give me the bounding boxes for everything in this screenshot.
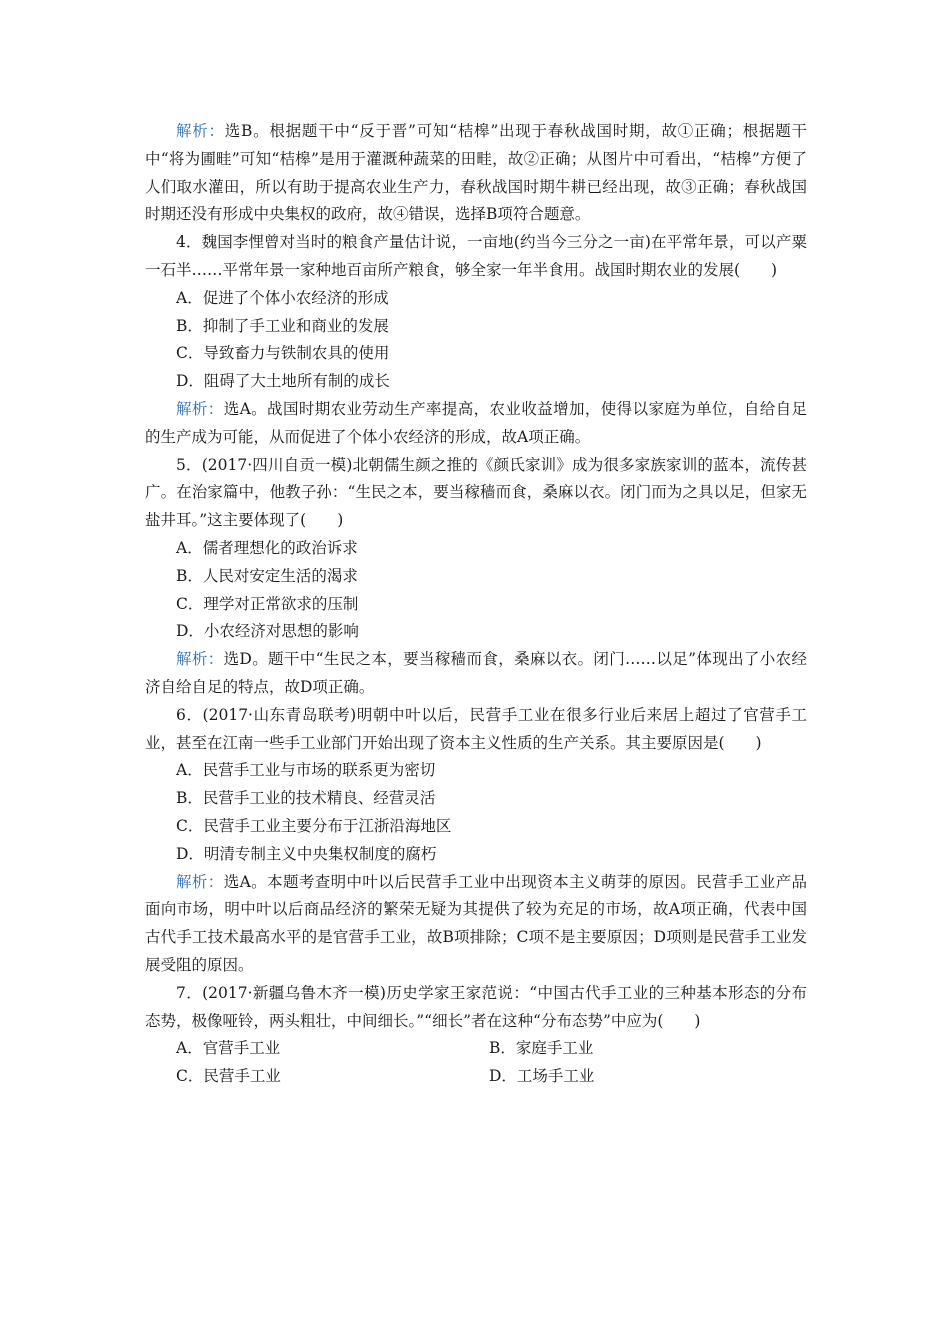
q5-analysis xyxy=(145,646,807,702)
analysis-text: 选A。本题考查明中叶以后民营手工业中出现资本主义萌芽的原因。民营手工业产品面向市场，明中叶以后商品经济的繁荣无疑为其提供了较为充足的市场，故A项正确，代表中国古代手工技术最高水平的是官营手工业，故B项排除；C项不是主要原因；D项则是民营手工业发展受阻的原因。 xyxy=(145,872,807,974)
q4-stem: 4．魏国李悝曾对当时的粮食产量估计说，一亩地(约当今三分之一亩)在平常年景，可以产粟一石半……平常年景一家种地百亩所产粮食，够全家一年半食用。战国时期农业的发展( ) xyxy=(145,233,807,279)
q5-option-d: D．小农经济对思想的影响 xyxy=(176,622,359,641)
q5-stem: 5．(2017·四川自贡一模)北朝儒生颜之推的《颜氏家训》成为很多家族家训的蓝本，流传甚广。在治家篇中，他教子孙：“生民之本，要当稼穑而食，桑麻以衣。闭门而为之具以足，但家无盐井耳。”这主要体现了( ) xyxy=(145,455,807,530)
q6-option-d: D．明清专制主义中央集权制度的腐朽 xyxy=(176,844,437,863)
q5-option-a: A．儒者理想化的政治诉求 xyxy=(176,538,358,557)
analysis-label: 解析： xyxy=(176,872,224,891)
q6-option-a: A．民营手工业与市场的联系更为密切 xyxy=(176,761,436,780)
q7-options-row-1 xyxy=(145,1035,807,1063)
q4-option-d: D．阻碍了大土地所有制的成长 xyxy=(176,372,390,391)
q4-analysis xyxy=(145,396,807,452)
q7-options-row-2 xyxy=(145,1063,807,1091)
analysis-text: 选D。题干中“生民之本，要当稼穑而食，桑麻以衣。闭门……以足”体现出了小农经济自给自足的特点，故D项正确。 xyxy=(145,650,807,696)
q3-analysis xyxy=(145,118,807,229)
q6-option-c: C．民营手工业主要分布于江浙沿海地区 xyxy=(176,816,452,835)
q7-option-b: B．家庭手工业 xyxy=(489,1039,594,1058)
analysis-label: 解析： xyxy=(176,399,224,418)
q4-option-b: B．抑制了手工业和商业的发展 xyxy=(176,316,389,335)
q6-option-b: B．民营手工业的技术精良、经营灵活 xyxy=(176,789,436,808)
analysis-text: 选A。战国时期农业劳动生产率提高，农业收益增加，使得以家庭为单位，自给自足的生产成为可能，从而促进了个体小农经济的形成，故A项正确。 xyxy=(145,399,807,446)
q4-option-a: A．促进了个体小农经济的形成 xyxy=(176,288,389,307)
q7-option-d: D．工场手工业 xyxy=(489,1067,595,1086)
q5-option-c: C．理学对正常欲求的压制 xyxy=(176,594,359,613)
analysis-label: 解析： xyxy=(176,122,225,140)
analysis-text: 选B。根据题干中“反于晋”可知“桔槔”出现于春秋战国时期，故①正确；根据题干中“将为圃畦”可知“桔槔”是用于灌溉种蔬菜的田畦，故②正确；从图片中可看出，“桔槔”方便了人们取水灌田，所以有助于提高农业生产力，春秋战国时期牛耕已经出现，故③正确；春秋战国时期还没有形成中央集权的政府，故④错误，选择B项符合题意。 xyxy=(145,122,807,224)
q6-stem: 6．(2017·山东青岛联考)明朝中叶以后，民营手工业在很多行业后来居上超过了官营手工业，甚至在江南一些手工业部门开始出现了资本主义性质的生产关系。其主要原因是( ) xyxy=(145,705,807,752)
q4-option-c: C．导致畜力与铁制农具的使用 xyxy=(176,344,390,363)
q5-option-b: B．人民对安定生活的渴求 xyxy=(176,566,358,585)
q6-analysis xyxy=(145,869,807,980)
q7-option-c: C．民营手工业 xyxy=(176,1067,281,1086)
document-page xyxy=(145,118,807,1091)
analysis-label: 解析： xyxy=(176,650,224,669)
q7-option-a: A．官营手工业 xyxy=(176,1039,281,1058)
q7-stem: 7．(2017·新疆乌鲁木齐一模)历史学家王家范说：“中国古代手工业的三种基本形态的分布态势，极像哑铃，两头粗壮，中间细长。”“细长”者在这种“分布态势”中应为( ) xyxy=(145,983,807,1030)
